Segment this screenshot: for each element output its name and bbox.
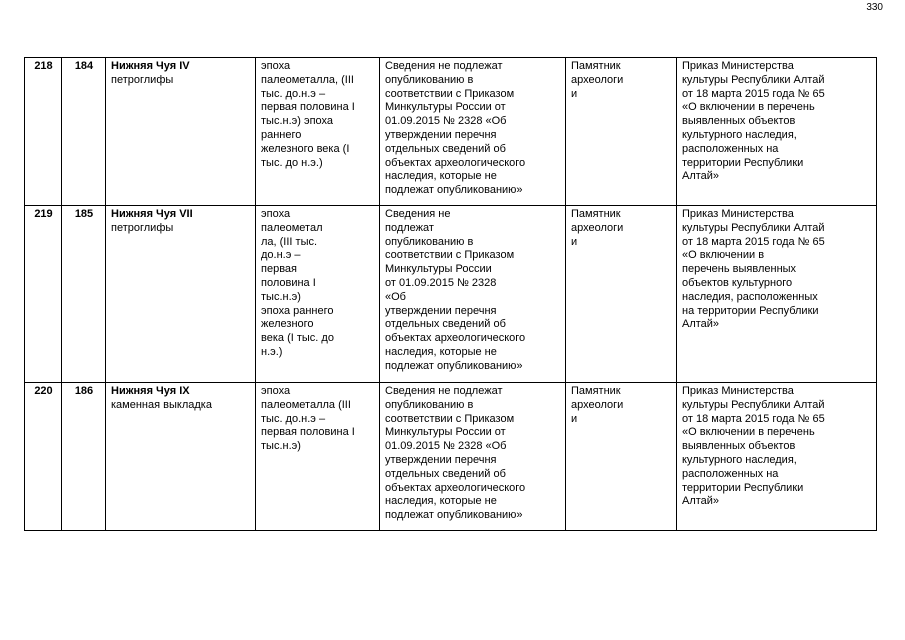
dating-cell: эпоха палеометалла (III тыс. до.н.э – первая половина I тыс.н.э) xyxy=(256,383,380,531)
category-cell: Памятник археологи и xyxy=(566,58,677,206)
object-number: 184 xyxy=(62,58,106,206)
location-info-cell: Сведения не подлежат опубликованию в соответствии с Приказом Минкультуры России от 01.09.2015 № 2328 «Об утверждении перечня отдельных сведений об объектах археологического наследия, которые не подлежат опубликованию» xyxy=(380,206,566,383)
page-number: 330 xyxy=(866,2,883,13)
object-name: Нижняя Чуя VII xyxy=(111,208,193,220)
dating-cell: эпоха палеометал ла, (III тыс. до.н.э – первая половина I тыс.н.э) эпоха раннего железного века (I тыс. до н.э.) xyxy=(256,206,380,383)
heritage-registry-table xyxy=(24,57,877,531)
object-type: петроглифы xyxy=(111,221,174,234)
legal-document-cell: Приказ Министерства культуры Республики Алтай от 18 марта 2015 года № 65 «О включении в перечень выявленных объектов культурного наследия, расположенных на территории Республики Алтай» xyxy=(677,58,877,206)
location-info-cell: Сведения не подлежат опубликованию в соответствии с Приказом Минкультуры России от 01.09.2015 № 2328 «Об утверждении перечня отдельных сведений об объектах археологического наследия, которые не подлежат опубликованию» xyxy=(380,383,566,531)
row-number: 219 xyxy=(25,206,62,383)
location-info-cell: Сведения не подлежат опубликованию в соответствии с Приказом Минкультуры России от 01.09.2015 № 2328 «Об утверждении перечня отдельных сведений об объектах археологического наследия, которые не подлежат опубликованию» xyxy=(380,58,566,206)
object-name: Нижняя Чуя IV xyxy=(111,60,190,72)
category-cell: Памятник археологи и xyxy=(566,383,677,531)
table-row xyxy=(25,58,877,206)
object-name-cell xyxy=(106,383,256,531)
object-number: 185 xyxy=(62,206,106,383)
object-number: 186 xyxy=(62,383,106,531)
object-type: каменная выкладка xyxy=(111,398,212,411)
row-number: 218 xyxy=(25,58,62,206)
category-cell: Памятник археологи и xyxy=(566,206,677,383)
object-name-cell xyxy=(106,206,256,383)
object-type: петроглифы xyxy=(111,73,174,86)
table-row xyxy=(25,383,877,531)
legal-document-cell: Приказ Министерства культуры Республики Алтай от 18 марта 2015 года № 65 «О включении в перечень выявленных объектов культурного наследия, расположенных на территории Республики Алтай» xyxy=(677,206,877,383)
row-number: 220 xyxy=(25,383,62,531)
object-name: Нижняя Чуя IX xyxy=(111,385,190,397)
table-row xyxy=(25,206,877,383)
legal-document-cell: Приказ Министерства культуры Республики Алтай от 18 марта 2015 года № 65 «О включении в перечень выявленных объектов культурного наследия, расположенных на территории Республики Алтай» xyxy=(677,383,877,531)
dating-cell: эпоха палеометалла, (III тыс. до.н.э – первая половина I тыс.н.э) эпоха раннего железного века (I тыс. до н.э.) xyxy=(256,58,380,206)
object-name-cell xyxy=(106,58,256,206)
